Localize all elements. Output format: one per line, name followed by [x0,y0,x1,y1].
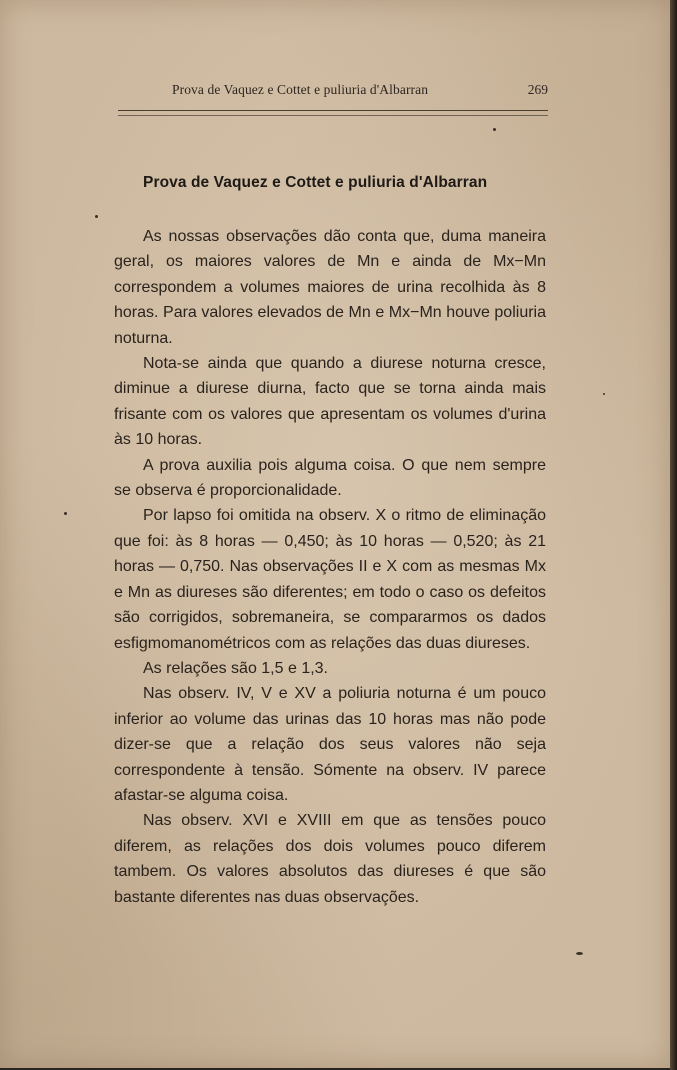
header-rule-secondary [118,115,548,116]
paper-speck [576,952,583,955]
page-number: 269 [527,82,548,97]
paragraph: Nas observ. XVI e XVIII em que as tensões pouco diferem, as relações dos dois volumes pouco diferem tambem. Os valores absolutos das diureses é que são bastante diferentes nas duas observações. [114,812,546,906]
paragraph: A prova auxilia pois alguma coisa. O que nem sempre se observa é proporcionalidade. [114,456,546,500]
paper-speck [95,215,98,218]
paper-speck [493,128,496,131]
running-head-title: Prova de Vaquez e Cottet e puliuria d'Albarran [172,82,429,97]
section-title: Prova de Vaquez e Cottet e puliuria d'Albarran [143,174,488,191]
paragraph: As relações são 1,5 e 1,3. [143,659,328,677]
body-text [114,224,546,910]
paragraph: As nossas observações dão conta que, duma maneira geral, os maiores valores de Mn e ainda de Mx−Mn correspondem a volumes maiores de urina recolhida às 8 horas. Para valores elevados de Mn e Mx−Mn houve poliuria noturna. [114,228,546,347]
paragraph: Nas observ. IV, V e XV a poliuria noturna é um pouco inferior ao volume das urinas das 10 horas mas não pode dizer-se que a relação dos seus valores não seja correspondente à tensão. Sómente na observ. IV parece afastar-se alguma coisa. [114,685,546,804]
paper-speck [603,393,605,395]
running-head [120,82,548,102]
paragraph: Por lapso foi omitida na observ. X o ritmo de eliminação que foi: às 8 horas — 0,450; às 10 horas — 0,520; às 21 horas — 0,750. Nas observações II e X com as mesmas Mx e Mn as diureses são diferentes; em todo o caso os defeitos são corrigidos, sobremaneira, se compararmos os dados esfigmomanométricos com as relações das duas diureses. [114,507,546,652]
paper-speck [64,512,67,515]
paragraph: Nota-se ainda que quando a diurese noturna cresce, diminue a diurese diurna, facto que se torna ainda mais frisante com os valores que apresentam os volumes d'urina às 10 horas. [114,355,546,449]
book-spine [670,0,677,1070]
header-rule [118,110,548,111]
